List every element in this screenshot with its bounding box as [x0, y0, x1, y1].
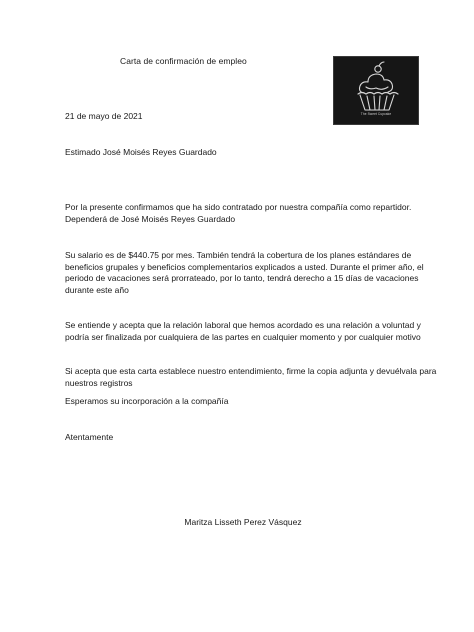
paragraph-line: durante este año: [65, 284, 129, 295]
paragraph-line: Se entiende y acepta que la relación laboral que hemos acordado es una relación a voluntad y: [65, 320, 421, 330]
logo-text: The Sweet Cupcake: [360, 112, 392, 116]
company-logo: [333, 56, 419, 125]
paragraph-at-will: [65, 320, 421, 343]
sign-off: Atentamente: [65, 432, 114, 442]
paragraph-line: beneficios grupales y beneficios complementarios explicados a usted. Durante el primer año, el: [65, 261, 424, 272]
paragraph-salary: [65, 250, 424, 296]
paragraph-acceptance: [65, 366, 437, 389]
letter-date: 21 de mayo de 2021: [65, 111, 143, 121]
paragraph-line: Por la presente confirmamos que ha sido contratado por nuestra compañía como repartidor.: [65, 202, 412, 212]
paragraph-line: Si acepta que esta carta establece nuestro entendimiento, firme la copia adjunta y devuélvala para: [65, 366, 437, 376]
closing-line: Esperamos su incorporación a la compañía: [65, 396, 229, 406]
paragraph-employment: [65, 202, 415, 225]
letter-title: Carta de confirmación de empleo: [120, 56, 247, 66]
paragraph-line: nuestros registros: [65, 377, 133, 388]
letter-greeting: Estimado José Moisés Reyes Guardado: [65, 147, 217, 157]
paragraph-line: podría ser finalizada por cualquiera de las partes en cualquier momento y por cualquier motivo: [65, 331, 421, 342]
signature-name: Maritza Lisseth Perez Vásquez: [184, 517, 302, 527]
paragraph-line: Dependerá de José Moisés Reyes Guardado: [65, 213, 236, 224]
paragraph-line: periodo de vacaciones será prorrateado, por lo tanto, tendrá derecho a 15 días de vacaciones: [65, 273, 419, 284]
paragraph-line: Su salario es de $440.75 por mes. También tendrá la cobertura de los planes estándares de: [65, 250, 412, 260]
